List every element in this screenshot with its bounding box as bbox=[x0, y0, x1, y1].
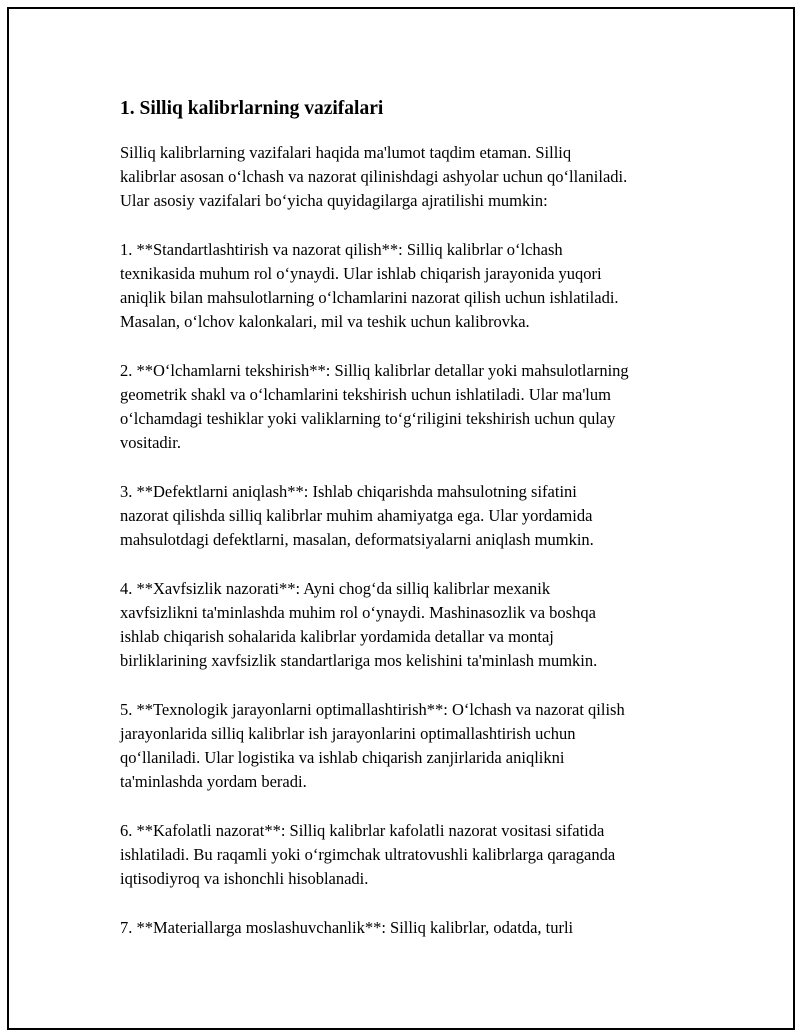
paragraph-line: ta'minlashda yordam beradi. bbox=[120, 772, 307, 791]
paragraph-line: 3. **Defektlarni aniqlash**: Ishlab chiqarishda mahsulotning sifatini bbox=[120, 482, 577, 501]
list-item-6 bbox=[120, 819, 710, 891]
paragraph-line: xavfsizlikni ta'minlashda muhim rol o‘ynaydi. Mashinasozlik va boshqa bbox=[120, 603, 596, 622]
paragraph-line: nazorat qilishda silliq kalibrlar muhim ahamiyatga ega. Ular yordamida bbox=[120, 506, 593, 525]
paragraph-line: 4. **Xavfsizlik nazorati**: Ayni chog‘da silliq kalibrlar mexanik bbox=[120, 579, 551, 598]
document-body bbox=[120, 97, 710, 965]
paragraph-line: Masalan, o‘lchov kalonkalari, mil va teshik uchun kalibrovka. bbox=[120, 312, 530, 331]
list-item-1 bbox=[120, 238, 710, 334]
paragraph-line: Ular asosiy vazifalari bo‘yicha quyidagilarga ajratilishi mumkin: bbox=[120, 191, 548, 210]
paragraph-line: kalibrlar asosan o‘lchash va nazorat qilinishdagi ashyolar uchun qo‘llaniladi. bbox=[120, 167, 628, 186]
document-title: 1. Silliq kalibrlarning vazifalari bbox=[120, 98, 384, 119]
paragraph-line: qo‘llaniladi. Ular logistika va ishlab chiqarish zanjirlarida aniqlikni bbox=[120, 748, 565, 767]
list-item-2 bbox=[120, 359, 710, 455]
paragraph-line: 5. **Texnologik jarayonlarni optimallashtirish**: O‘lchash va nazorat qilish bbox=[120, 700, 625, 719]
paragraph-line: 6. **Kafolatli nazorat**: Silliq kalibrlar kafolatli nazorat vositasi sifatida bbox=[120, 821, 605, 840]
paragraph-line: iqtisodiyroq va ishonchli hisoblanadi. bbox=[120, 869, 369, 888]
paragraph-line: jarayonlarida silliq kalibrlar ish jarayonlarini optimallashtirish uchun bbox=[120, 724, 576, 743]
paragraph-line: mahsulotdagi defektlarni, masalan, deformatsiyalarni aniqlash mumkin. bbox=[120, 530, 594, 549]
paragraph-line: aniqlik bilan mahsulotlarning o‘lchamlarini nazorat qilish uchun ishlatiladi. bbox=[120, 288, 619, 307]
paragraph-line: texnikasida muhum rol o‘ynaydi. Ular ishlab chiqarish jarayonida yuqori bbox=[120, 264, 602, 283]
paragraph-line: vositadir. bbox=[120, 433, 181, 452]
page-frame bbox=[7, 7, 795, 1030]
intro-paragraph bbox=[120, 141, 710, 213]
paragraph-line: ishlatiladi. Bu raqamli yoki o‘rgimchak ultratovushli kalibrlarga qaraganda bbox=[120, 845, 616, 864]
list-item-4 bbox=[120, 577, 710, 673]
paragraph-line: geometrik shakl va o‘lchamlarini tekshirish uchun ishlatiladi. Ular ma'lum bbox=[120, 385, 611, 404]
paragraph-line: 2. **O‘lchamlarni tekshirish**: Silliq kalibrlar detallar yoki mahsulotlarning bbox=[120, 361, 629, 380]
paragraph-line: birliklarining xavfsizlik standartlariga mos kelishini ta'minlash mumkin. bbox=[120, 651, 598, 670]
list-item-5 bbox=[120, 698, 710, 794]
list-item-7 bbox=[120, 916, 710, 940]
paragraph-line: ishlab chiqarish sohalarida kalibrlar yordamida detallar va montaj bbox=[120, 627, 554, 646]
paragraph-line: o‘lchamdagi teshiklar yoki valiklarning to‘g‘riligini tekshirish uchun qulay bbox=[120, 409, 616, 428]
list-item-3 bbox=[120, 480, 710, 552]
paragraph-line: Silliq kalibrlarning vazifalari haqida ma'lumot taqdim etaman. Silliq bbox=[120, 143, 572, 162]
paragraph-line: 7. **Materiallarga moslashuvchanlik**: Silliq kalibrlar, odatda, turli bbox=[120, 918, 574, 937]
paragraph-line: 1. **Standartlashtirish va nazorat qilish**: Silliq kalibrlar o‘lchash bbox=[120, 240, 563, 259]
